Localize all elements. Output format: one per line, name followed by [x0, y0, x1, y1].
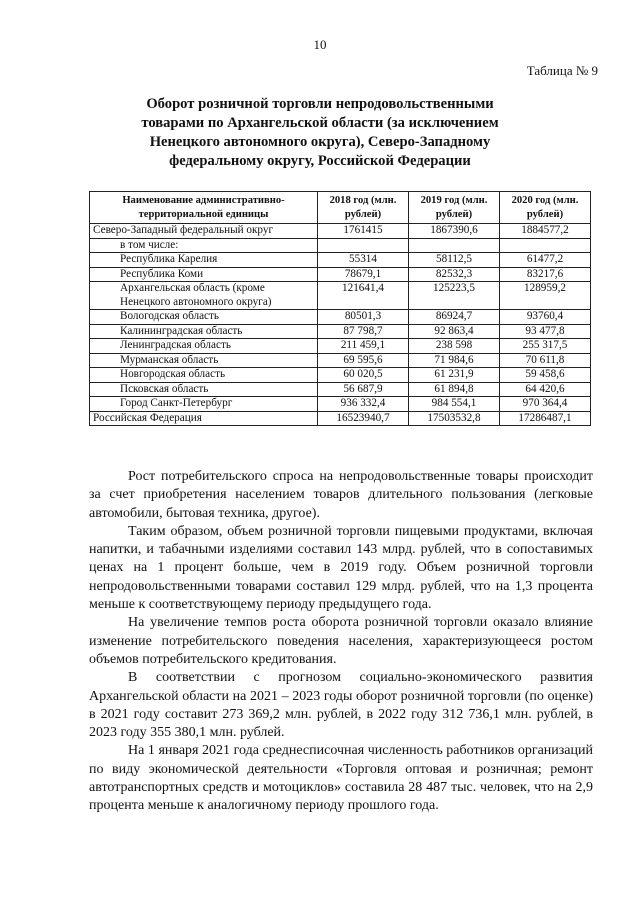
cell-2020: 970 364,4: [500, 397, 591, 412]
cell-2018: 121641,4: [318, 282, 409, 310]
cell-2019: 61 231,9: [409, 368, 500, 383]
cell-2018: 87 798,7: [318, 324, 409, 339]
title-line: товарами по Архангельской области (за исключением: [141, 115, 499, 131]
paragraph: Рост потребительского спроса на непродовольственные товары происходит за счет приобретения населением товаров длительного пользования (легковые автомобили, бытовая техника, другое).: [89, 469, 593, 521]
cell-2018: 78679,1: [318, 267, 409, 282]
cell-2020: 70 611,8: [500, 353, 591, 368]
table-header-row: [90, 192, 591, 224]
cell-2018: [318, 238, 409, 253]
table-row: [90, 411, 591, 426]
cell-unit-name: Российская Федерация: [90, 411, 318, 426]
cell-unit-name: в том числе:: [90, 238, 318, 253]
page-number: 10: [313, 37, 327, 52]
document-title: [100, 95, 540, 171]
cell-2019: 125223,5: [409, 282, 500, 310]
title-line: Оборот розничной торговли непродовольственными: [146, 96, 494, 112]
table-row: [90, 397, 591, 412]
table-row: [90, 224, 591, 239]
cell-unit-name: Вологодская область: [90, 310, 318, 325]
cell-2018: 80501,3: [318, 310, 409, 325]
cell-2020: 59 458,6: [500, 368, 591, 383]
cell-2018: 69 595,6: [318, 353, 409, 368]
header-2020: 2020 год (млн. рублей): [500, 192, 591, 224]
paragraph: На 1 января 2021 года среднесписочная численность работников организаций по виду экономической деятельности «Торговля оптовая и розничная; ремонт автотранспортных средств и мотоциклов» составила 28 487 тыс. человек, что на 2,9 процента меньше к аналогичному периоду прошлого года.: [89, 743, 593, 814]
table-row: [90, 353, 591, 368]
cell-2020: 61477,2: [500, 253, 591, 268]
cell-unit-name: Псковская область: [90, 382, 318, 397]
cell-2020: 93 477,8: [500, 324, 591, 339]
cell-unit-name: Город Санкт-Петербург: [90, 397, 318, 412]
paragraph: Таким образом, объем розничной торговли пищевыми продуктами, включая напитки, и табачными изделиями составил 143 млрд. рублей, что в сопоставимых ценах на 1 процент больше, чем в 2019 году. Объем розничной торговли непродовольственными товарами составил 129 млрд. рублей, что на 1,3 процента меньше к соответствующему периоду предыдущего года.: [89, 523, 593, 613]
cell-unit-name: Северо-Западный федеральный округ: [90, 224, 318, 239]
cell-2020: 93760,4: [500, 310, 591, 325]
cell-2020: 83217,6: [500, 267, 591, 282]
cell-2019: [409, 238, 500, 253]
cell-2019: 17503532,8: [409, 411, 500, 426]
cell-unit-name: Архангельская область (кроме Ненецкого автономного округа): [90, 282, 318, 310]
cell-2019: 86924,7: [409, 310, 500, 325]
cell-2020: [500, 238, 591, 253]
cell-2019: 61 894,8: [409, 382, 500, 397]
cell-2019: 71 984,6: [409, 353, 500, 368]
header-2018: 2018 год (млн. рублей): [318, 192, 409, 224]
cell-2020: 17286487,1: [500, 411, 591, 426]
cell-2018: 1761415: [318, 224, 409, 239]
cell-2019: 58112,5: [409, 253, 500, 268]
cell-2019: 984 554,1: [409, 397, 500, 412]
cell-2018: 55314: [318, 253, 409, 268]
cell-unit-name: Ленинградская область: [90, 339, 318, 354]
cell-2020: 1884577,2: [500, 224, 591, 239]
cell-2018: 211 459,1: [318, 339, 409, 354]
cell-2019: 92 863,4: [409, 324, 500, 339]
table-row: [90, 282, 591, 310]
table-row: [90, 238, 591, 253]
table-row: [90, 253, 591, 268]
header-unit-name: Наименование административно-территориальной единицы: [90, 192, 318, 224]
cell-2018: 56 687,9: [318, 382, 409, 397]
cell-unit-name: Мурманская область: [90, 353, 318, 368]
cell-unit-name: Новгородская область: [90, 368, 318, 383]
table-body: [90, 224, 591, 426]
cell-2018: 60 020,5: [318, 368, 409, 383]
table-label: Таблица № 9: [526, 63, 598, 78]
cell-2019: 238 598: [409, 339, 500, 354]
cell-2020: 64 420,6: [500, 382, 591, 397]
cell-unit-name: Республика Карелия: [90, 253, 318, 268]
cell-unit-name: Калининградская область: [90, 324, 318, 339]
header-2019: 2019 год (млн. рублей): [409, 192, 500, 224]
cell-2020: 255 317,5: [500, 339, 591, 354]
title-line: федеральному округу, Российской Федерации: [169, 153, 471, 169]
cell-2018: 936 332,4: [318, 397, 409, 412]
cell-2019: 1867390,6: [409, 224, 500, 239]
table-row: [90, 267, 591, 282]
table-row: [90, 368, 591, 383]
paragraph: На увеличение темпов роста оборота розничной торговли оказало влияние изменение потребительского поведения населения, характеризующееся ростом объемов потребительского кредитования.: [89, 615, 593, 667]
retail-turnover-table: [89, 191, 591, 426]
table-row: [90, 324, 591, 339]
cell-2018: 16523940,7: [318, 411, 409, 426]
body-text: [89, 468, 593, 816]
cell-unit-name: Республика Коми: [90, 267, 318, 282]
cell-2019: 82532,3: [409, 267, 500, 282]
table-row: [90, 339, 591, 354]
table-row: [90, 310, 591, 325]
title-line: Ненецкого автономного округа), Северо-Западному: [149, 134, 491, 150]
cell-2020: 128959,2: [500, 282, 591, 310]
paragraph: В соответствии с прогнозом социально-экономического развития Архангельской области на 2021 – 2023 годы оборот розничной торговли (по оценке) в 2021 году составит 273 369,2 млн. рублей, в 2022 году 312 736,1 млн. рублей, в 2023 году 355 380,1 млн. рублей.: [89, 670, 593, 741]
table-row: [90, 382, 591, 397]
